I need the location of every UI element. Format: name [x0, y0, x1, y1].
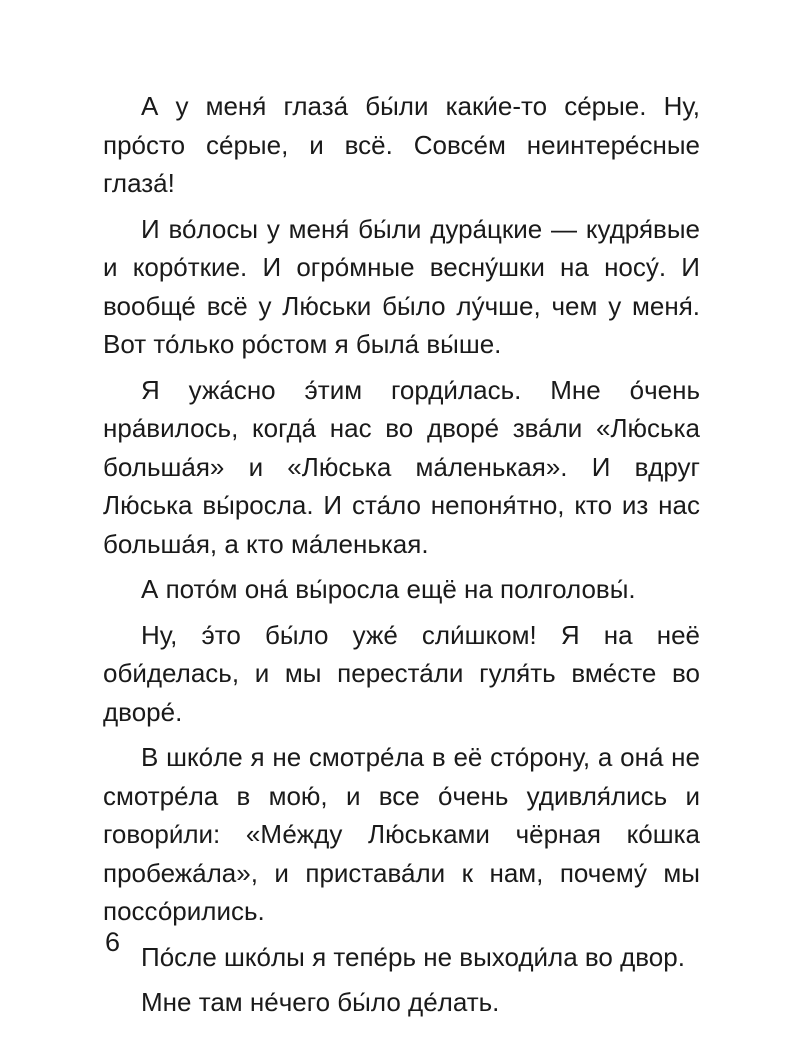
paragraph: В шко́ле я не смотре́ла в её сто́рону, а она́ не смотре́ла в мою́, и все о́чень удивля́лись и говори́ли: «Ме́жду Лю́ськами чёрная ко́шка пробежа́ла», и пристава́ли к нам, почему́ мы поссо́рились.	[103, 742, 700, 926]
paragraph: По́сле шко́лы я тепе́рь не выходи́ла во двор.	[141, 941, 685, 972]
body-text	[103, 87, 700, 1029]
page-number: 6	[105, 927, 121, 957]
paragraph: Ну, э́то бы́ло уже́ сли́шком! Я на неё оби́делась, и мы переста́ли гуля́ть вме́сте во дворе́.	[103, 619, 700, 727]
paragraph: Мне там не́чего бы́ло де́лать.	[141, 987, 500, 1017]
paragraph: А пото́м она́ вы́росла ещё на полголовы́.	[141, 574, 636, 604]
paragraph: А у меня́ глаза́ бы́ли каки́е-то се́рые. Ну, про́сто се́рые, и всё. Совсе́м неинтере́сные глаза́!	[103, 91, 700, 198]
paragraph: И во́лосы у меня́ бы́ли дура́цкие — кудря́вые и коро́ткие. И огро́мные весну́шки на носу́. И вообще́ всё у Лю́ськи бы́ло лу́чше, чем у меня́. Вот то́лько ро́стом я была́ вы́ше.	[103, 213, 700, 359]
paragraph: Я ужа́сно э́тим горди́лась. Мне о́чень нра́вилось, когда́ нас во дворе́ зва́ли «Лю́ська больша́я» и «Лю́ська ма́ленькая». И вдруг Лю́ська вы́росла. И ста́ло непоня́тно, кто из нас больша́я, а кто ма́ленькая.	[103, 374, 700, 559]
